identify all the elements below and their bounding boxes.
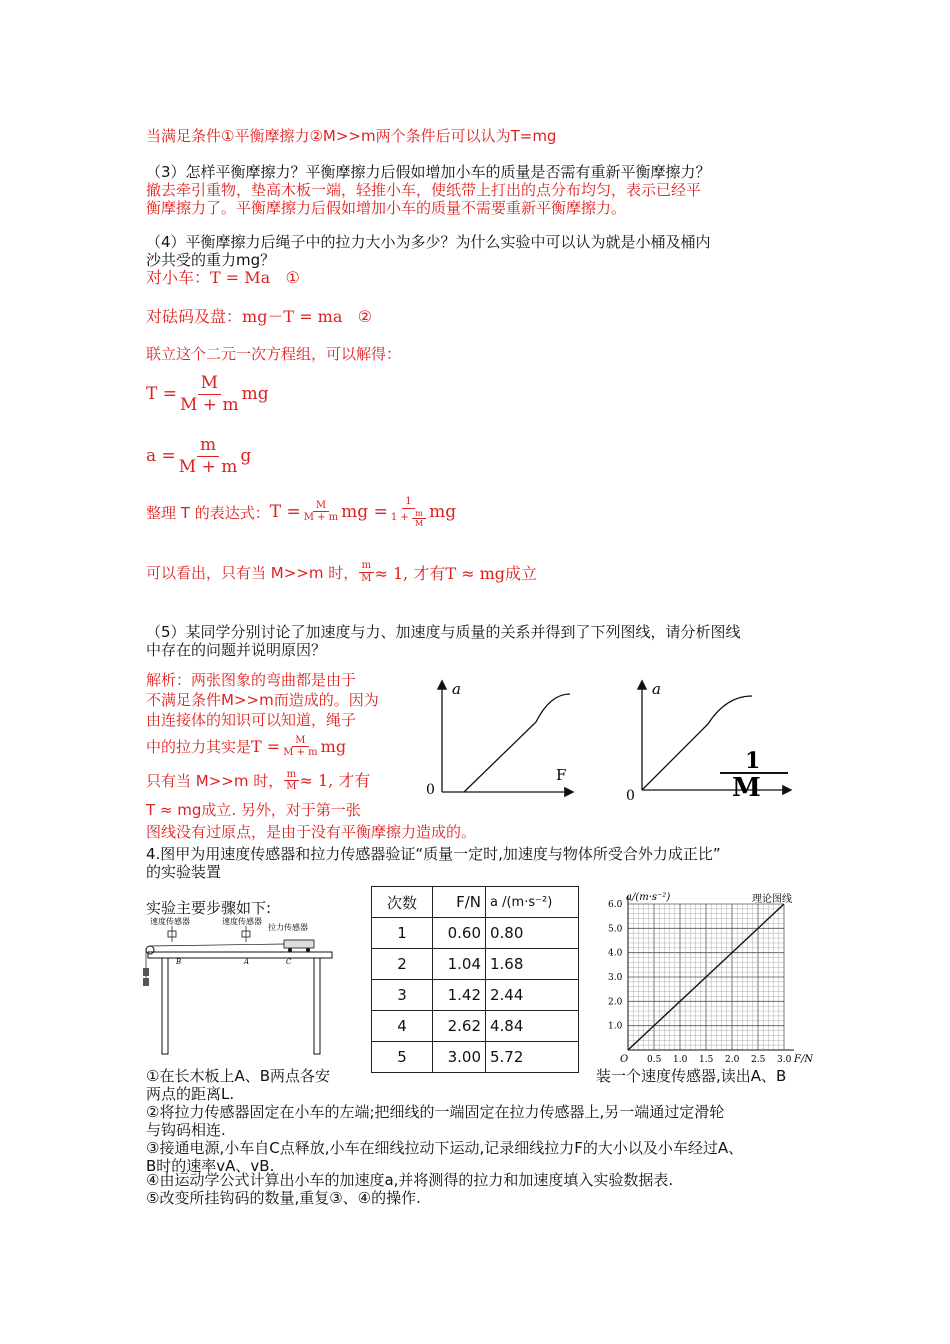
x-tick-label: 0.5 [647,1055,662,1065]
question-5-line1: （5）某同学分别讨论了加速度与力、加速度与质量的关系并得到了下列图线，请分析图线 [146,623,741,641]
step-5: ⑤改变所挂钩码的数量,重复③、④的操作. [146,1189,421,1207]
graph-a-vs-f [418,676,578,802]
point-c: C [286,958,292,966]
table-row: 1 0.60 0.80 [372,918,579,949]
question-3: （3）怎样平衡摩擦力？平衡摩擦力后假如增加小车的质量是否需有重新平衡摩擦力？ [146,163,711,181]
point-b: B [176,958,182,966]
conclusion-text: 当满足条件①平衡摩擦力②M>>m两个条件后可以认为T=mg [146,127,557,145]
graph-a-vs-inverse-m [620,676,800,802]
table-row: 5 3.00 5.72 [372,1042,579,1073]
x-tick-label: 2.5 [751,1055,766,1065]
point-a: A [244,958,250,966]
chart-xlabel: F/N [794,1054,814,1065]
step-1b: 装一个速度传感器,读出A、B [596,1067,787,1085]
graph2-ylabel: a [652,680,661,698]
x-tick-label: 3.0 [777,1055,792,1065]
answer-3-line2: 衡摩擦力了。平衡摩擦力后假如增加小车的质量不需要重新平衡摩擦力。 [146,199,627,217]
question-4-line1: （4）平衡摩擦力后绳子中的拉力大小为多少？为什么实验中可以认为就是小桶及桶内 [146,233,711,251]
question-5-line2: 中存在的问题并说明原因？ [146,641,327,659]
cart [284,940,314,948]
force-sensor-label: 拉力传感器 [268,923,308,932]
steps-title: 实验主要步骤如下: [146,899,272,917]
table-header: a /(m·s⁻²) [486,887,579,918]
formula-a: a = $\frac{m}{M + m}$ g [146,435,252,477]
question-4-line2: 沙共受的重力mg？ [146,251,276,269]
y-tick-label: 3.0 [608,973,623,983]
graph1-ylabel: a [452,680,461,698]
problem-4-title-line1: 4.图甲为用速度传感器和拉力传感器验证“质量一定时,加速度与物体所受合外力成正比” [146,845,721,863]
table-row: 4 2.62 4.84 [372,1011,579,1042]
y-tick-label: 6.0 [608,900,623,910]
solve-text: 联立这个二元一次方程组，可以解得： [146,345,402,363]
theory-line-chart [596,884,818,1068]
table-row: 2 1.04 1.68 [372,949,579,980]
table-header: F/N [433,887,486,918]
step-1c: 两点的距离L. [146,1085,235,1103]
x-tick-label: 2.0 [725,1055,740,1065]
formula-arranged: 整理 T 的表达式： T = $\frac{M}{M + m}$ mg = 1 1 + $\frac{m}{M}$ mg [146,496,457,528]
x-tick-label: 1.0 [673,1055,688,1065]
graph2-xlabel-denominator: M [732,773,761,802]
chart-ylabel: a/(m·s⁻²) [626,892,671,903]
graph2-origin: 0 [626,788,635,802]
step-2a: ②将拉力传感器固定在小车的左端;把细线的一端固定在拉力传感器上,另一端通过定滑轮 [146,1103,725,1121]
apparatus-figure [136,914,336,1056]
step-3a: ③接通电源,小车自C点释放,小车在细线拉动下运动,记录细线拉力F的大小以及小车经过A、 [146,1139,744,1157]
step-2b: 与钩码相连. [146,1121,226,1139]
answer-3-line1: 撤去牵引重物，垫高木板一端，轻推小车，使纸带上打出的点分布均匀，表示已经平 [146,181,702,199]
formula-t: T = $\frac{M}{M + m}$ mg [146,373,269,415]
note-condition: 可以看出，只有当 M>>m 时， $\frac{m}{M}$ ≈ 1, 才有 T ≈ mg成立 [146,560,538,584]
sensor-label-1: 速度传感器 [150,917,190,926]
problem-4-title-line2: 的实验装置 [146,863,222,881]
y-tick-label: 5.0 [608,924,623,935]
x-tick-label: 1.5 [699,1055,714,1065]
graph1-xlabel: F [556,766,567,784]
chart-title: 理论图线 [752,894,792,905]
step-1a: ①在长木板上A、B两点各安 [146,1067,331,1085]
step-4: ④由运动学公式计算出小车的加速度a,并将测得的拉力和加速度填入实验数据表. [146,1171,674,1189]
answer-5: 解析：两张图象的弯曲都是由于 不满足条件M>>m而造成的。因为 由连接体的知识可以知道，绳子 中的拉力其实是 T = $\frac{M}{M + m}$ mg 只有当 M>>m 时， $\frac{m}{M}$ ≈ 1, 才有 T ≈ mg成立. 另外，对于第一张 图线没有过原点，是由于没有平衡摩擦力造成的。 [146,671,477,841]
step-3b: B时的速率vA、vB. [146,1157,275,1175]
y-tick-label: 4.0 [608,948,623,959]
graph2-xlabel-numerator: 1 [745,748,761,774]
chart-origin: O [620,1054,629,1065]
equation-car: 对小车：T = Ma ① [146,268,300,287]
data-table [371,886,579,1073]
sensor-label-2: 速度传感器 [222,917,262,926]
equation-weight: 对砝码及盘：mg－T = ma ② [146,307,373,326]
table-header: 次数 [372,887,433,918]
graph1-origin: 0 [426,782,435,798]
y-tick-label: 2.0 [608,997,623,1008]
y-tick-label: 1.0 [608,1021,623,1032]
table-row: 3 1.42 2.44 [372,980,579,1011]
